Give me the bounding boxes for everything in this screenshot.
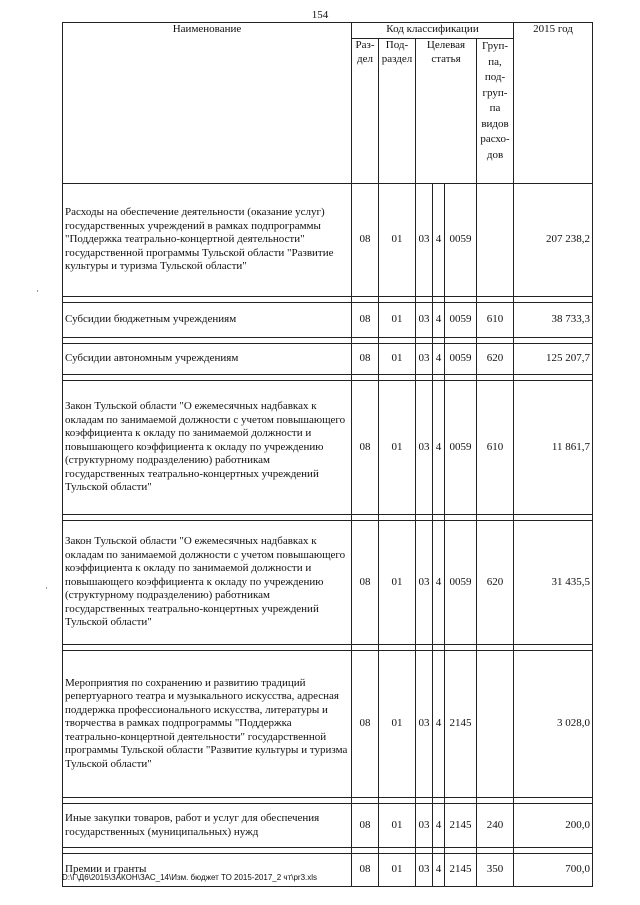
header-target: Целевая статья: [416, 39, 477, 184]
row-target-item: 0059: [445, 344, 477, 375]
row-subsection: 01: [379, 804, 416, 848]
row-section: 08: [352, 521, 379, 645]
row-target-item: 0059: [445, 381, 477, 515]
row-target-item: 0059: [445, 521, 477, 645]
row-target-subprogram: 4: [433, 303, 445, 338]
row-target-program: 03: [416, 804, 433, 848]
row-name: Субсидии автономным учреждениям: [63, 344, 352, 375]
row-amount: 700,0: [514, 854, 593, 887]
budget-table: [62, 22, 593, 887]
row-target-subprogram: 4: [433, 344, 445, 375]
row-target-item: 0059: [445, 303, 477, 338]
header-group: Груп- па, под- груп- па видов расхо- дов: [477, 39, 514, 184]
scan-mark: ·: [36, 286, 39, 296]
row-target-item: 0059: [445, 184, 477, 297]
row-target-subprogram: 4: [433, 804, 445, 848]
row-name: Закон Тульской области "О ежемесячных надбавках к окладам по занимаемой должности с учетом повышающего коэффициента к окладу по занимаемой должности и повышающего коэффициента к окладу по учреждению (структурному подразделению) работникам государственных театрально-концертных учреждений Тульской области": [63, 381, 352, 515]
row-amount: 207 238,2: [514, 184, 593, 297]
scan-mark: ·: [45, 583, 48, 593]
row-expense-group: 620: [477, 521, 514, 645]
row-section: 08: [352, 651, 379, 798]
row-name: Закон Тульской области "О ежемесячных надбавках к окладам по занимаемой должности с учетом повышающего коэффициента к окладу по занимаемой должности и повышающего коэффициента к окладу по учреждению (структурному подразделению) работникам государственных театрально-концертных учреждений Тульской области": [63, 521, 352, 645]
table-row: [63, 381, 593, 515]
table-row: [63, 804, 593, 848]
header-code: Код классификации: [352, 23, 514, 39]
row-subsection: 01: [379, 184, 416, 297]
row-target-item: 2145: [445, 651, 477, 798]
row-amount: 31 435,5: [514, 521, 593, 645]
row-name: Мероприятия по сохранению и развитию традиций репертуарного театра и музыкального искусства, адресная поддержка профессионального искусства, литературы и творчества в рамках подпрограммы "Поддержка театрально-концертной деятельности" государственной программы Тульской области "Развитие культуры и туризма Тульской области": [63, 651, 352, 798]
row-expense-group: 610: [477, 381, 514, 515]
row-target-subprogram: 4: [433, 521, 445, 645]
row-amount: 3 028,0: [514, 651, 593, 798]
row-amount: 200,0: [514, 804, 593, 848]
table-row: [63, 651, 593, 798]
row-target-subprogram: 4: [433, 651, 445, 798]
row-section: 08: [352, 854, 379, 887]
page-number: 154: [311, 9, 329, 21]
header-subsection: Под- раздел: [379, 39, 416, 184]
row-expense-group: 620: [477, 344, 514, 375]
row-section: 08: [352, 303, 379, 338]
row-target-program: 03: [416, 344, 433, 375]
row-expense-group: [477, 184, 514, 297]
row-subsection: 01: [379, 854, 416, 887]
row-expense-group: [477, 651, 514, 798]
row-target-program: 03: [416, 381, 433, 515]
row-subsection: 01: [379, 381, 416, 515]
row-name: Субсидии бюджетным учреждениям: [63, 303, 352, 338]
header-name: Наименование: [63, 23, 352, 184]
row-amount: 11 861,7: [514, 381, 593, 515]
row-section: 08: [352, 381, 379, 515]
row-target-program: 03: [416, 184, 433, 297]
table-body: [63, 184, 593, 887]
row-target-program: 03: [416, 651, 433, 798]
file-path-footer: D:\Г\Д6\2015\ЗАКОН\ЗАС_14\Изм. бюджет ТО 2015-2017_2 чт\pr3.xls: [62, 873, 318, 882]
row-section: 08: [352, 804, 379, 848]
row-amount: 125 207,7: [514, 344, 593, 375]
row-expense-group: 240: [477, 804, 514, 848]
row-name: Премии и гранты: [63, 854, 352, 887]
row-expense-group: 350: [477, 854, 514, 887]
row-target-program: 03: [416, 303, 433, 338]
row-subsection: 01: [379, 521, 416, 645]
row-target-item: 2145: [445, 854, 477, 887]
table-row: [63, 303, 593, 338]
row-section: 08: [352, 344, 379, 375]
table-row: [63, 344, 593, 375]
row-subsection: 01: [379, 344, 416, 375]
table-row: [63, 521, 593, 645]
row-amount: 38 733,3: [514, 303, 593, 338]
table-row: [63, 184, 593, 297]
row-target-item: 2145: [445, 804, 477, 848]
row-expense-group: 610: [477, 303, 514, 338]
row-target-program: 03: [416, 521, 433, 645]
header-section: Раз- дел: [352, 39, 379, 184]
row-target-subprogram: 4: [433, 381, 445, 515]
row-target-subprogram: 4: [433, 184, 445, 297]
row-name: Иные закупки товаров, работ и услуг для обеспечения государственных (муниципальных) нужд: [63, 804, 352, 848]
row-subsection: 01: [379, 303, 416, 338]
header-year: 2015 год: [514, 23, 593, 184]
row-target-program: 03: [416, 854, 433, 887]
row-subsection: 01: [379, 651, 416, 798]
row-name: Расходы на обеспечение деятельности (оказание услуг) государственных учреждений в рамках подпрограммы "Поддержка театрально-концертной деятельности" государственной программы Тульской области "Развитие культуры и туризма Тульской области": [63, 184, 352, 297]
row-section: 08: [352, 184, 379, 297]
row-target-subprogram: 4: [433, 854, 445, 887]
